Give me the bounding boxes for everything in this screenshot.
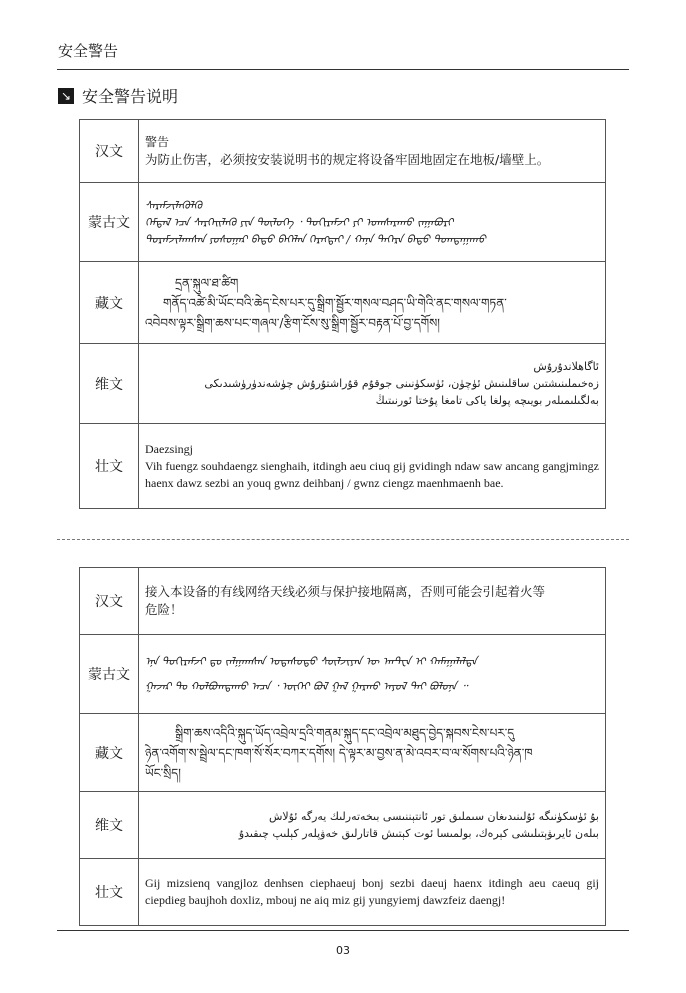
bo-line: སྒྲིག་ཆས་འདིའི་སྐུད་ཡོད་འབྲེལ་དྲའི་གནམ་སྐུད་དང་འབྲེལ་མཐུད་བྱེད་སྐབས་ངེས་པར་དུ [175,725,515,740]
bo-line: འབེབས་ལྟར་སྒྲིག་ཆས་པང་གཞལ་/རྩིག་ངོས་སུ་སྒྲིག་སྦྱོར་བརྟན་པོ་བྱ་དགོས། [145,315,440,330]
table-row [80,424,606,509]
content-cell [139,714,606,792]
page-header-title: 安全警告 [58,42,119,60]
warning-table-2 [79,567,606,926]
warning-table-1 [79,119,606,509]
table-row [80,635,606,714]
table-row [80,183,606,262]
content-cell [139,635,606,714]
za-text: Gij mizsienq vangjloz denhsen ciephaeuj bonj sezbi daeuj haenx itdingh aeu caeuq gij ciepdieg baujhoh doxliz, mbouj ne aiq miz gij yungyiemj dawzfeiz daengj! [145,876,599,907]
lang-label: 藏文 [80,262,139,344]
lang-label: 蒙古文 [80,183,139,262]
arrow-square-icon: ↘ [58,88,74,104]
lang-label: 壮文 [80,424,139,509]
lang-label: 维文 [80,792,139,859]
footer-divider [57,930,629,931]
cn-warning-text: 为防止伤害，必须按安装说明书的规定将设备牢固地固定在地板/墙壁上。 [145,152,550,167]
ug-line: زەخىملىنىشتىن ساقلىنىش ئۈچۈن، ئۈسكۈنىنى جوقۇم قۇراشتۇرۇش چۈشەندۈرۈشىدىكى [204,377,599,390]
lang-label: 汉文 [80,568,139,635]
table-row [80,120,606,183]
table-row [80,344,606,424]
mn-line: ᠳᠤᠷᠠᠮᠵᠢᠯᠠᠭᠰᠠᠨ ᠶᠣᠰᠣᠭᠠᠷ ᠪᠠᠲᠤ ᠪᠡᠬᠡᠯᠡᠨ ᠬᠡᠷᠡᠭᠲᠡᠢ / ᠬᠠᠨᠠ ᠳᠡᠭᠡᠷᠡ ᠪᠠᠲᠤ ᠲᠣᠭᠲᠠᠭᠠᠬᠤ [145,232,486,246]
content-cell [139,262,606,344]
table-row [80,262,606,344]
mn-line: ᠭᠠᠵᠠᠷ ᠲᠤ ᠬᠣᠯᠪᠣᠭᠳᠠᠬᠤ ᠠᠴᠠ ᠂ ᠦᠭᠡᠢ ᠪᠣᠯ ᠭᠠᠯ ᠭᠠᠷᠬᠤ ᠠᠶᠤᠯ ᠲᠠᠢ ᠪᠣᠯᠤᠨᠠ ᠃ [145,680,468,693]
table-row [80,792,606,859]
section-title: 安全警告说明 [82,87,179,106]
ug-line: بىلەن ئايرىۋېتىلىشى كېرەك، بولمىسا ئوت كېتىش قاتارلىق خەۋپلەر كېلىپ چىقىدۇ [238,827,599,840]
mn-line: ᠭᠡᠮᠲᠡᠯ ᠡᠴᠡ ᠰᠡᠷᠭᠡᠢᠯᠡᠬᠦ ᠶᠢᠨ ᠲᠦᠯᠦᠭᠡ ᠂ ᠲᠣᠬᠢᠷᠠᠮᠵᠢ ᠶᠢ ᠤᠭᠰᠠᠷᠠᠬᠤ ᠵᠠᠭᠠᠪᠤᠷᠢ [145,215,454,229]
content-cell [139,424,606,509]
bo-line: ཡོང་སྲིད། [145,765,181,780]
za-title: Daezsingj [145,441,193,456]
bo-line: ཉེན་འགོག་ས་སྦྲེལ་དང་ཁག་སོ་སོར་བཀར་དགོས། དེ་ལྟར་མ་བྱས་ན་མེ་འབར་བ་ལ་སོགས་པའི་ཉེན་ཁ [145,745,533,760]
content-cell [139,568,606,635]
table-row [80,714,606,792]
content-cell [139,120,606,183]
content-cell [139,859,606,926]
cn-warning-title: 警告 [145,135,170,149]
content-cell [139,344,606,424]
page-number: 03 [336,944,350,957]
ug-line: بەلگىلىمىلەر بويىچە پولغا ياكى تامغا پۇختا ئورنىتىڭ [375,394,599,407]
table-row [80,859,606,926]
header-divider [57,69,629,70]
cn-line: 危险！ [145,602,183,617]
section-heading [58,84,178,107]
ug-line: بۇ ئۈسكۈنىگە ئۇلىنىدىغان سىملىق تور ئانتېننىسى بىخەتەرلىك يەرگە ئۇلاش [269,810,599,823]
content-cell [139,183,606,262]
lang-label: 汉文 [80,120,139,183]
section-separator [57,539,629,540]
ug-title: ئاگاھلاندۇرۇش [533,360,599,373]
lang-label: 壮文 [80,859,139,926]
table-row [80,568,606,635]
lang-label: 维文 [80,344,139,424]
lang-label: 藏文 [80,714,139,792]
bo-line: གནོད་འཚེ་མི་ཡོང་བའི་ཆེད་ངེས་པར་དུ་སྒྲིག་སྦྱོར་གསལ་བཤད་ཡི་གེའི་ནང་གསལ་གཏན་ [163,295,507,310]
mn-line: ᠡᠨᠡ ᠲᠣᠬᠢᠷᠠᠮᠵᠢ ᠳᠤ ᠵᠠᠯᠭᠠᠭᠰᠠᠨ ᠤᠲᠠᠰᠤᠲᠤ ᠰᠦᠯᠵᠢᠶᠡᠨ ᠦ ᠠᠨᠲ᠋ᠧᠨ ᠢ ᠬᠠᠮᠠᠭᠠᠯᠠᠯᠲᠠ [145,655,478,668]
lang-label: 蒙古文 [80,635,139,714]
cn-line: 接入本设备的有线网络天线必须与保护接地隔离，否则可能会引起着火等 [145,584,546,599]
bo-title: དྲན་སྐུལ་ཐ་ཚིག [175,275,239,290]
mn-line: ᠰᠡᠷᠡᠮᠵᠢᠯᠡᠭᠦᠯᠬᠦ [145,198,202,212]
content-cell [139,792,606,859]
za-text: Vih fuengz souhdaengz sienghaih, itdingh aeu ciuq gij gvidingh ndaw saw ancang gangjmingz haenx dawz sezbi an youq gwnz deihbanj / gwnz ciengz maenhmaenh bae. [145,458,599,490]
